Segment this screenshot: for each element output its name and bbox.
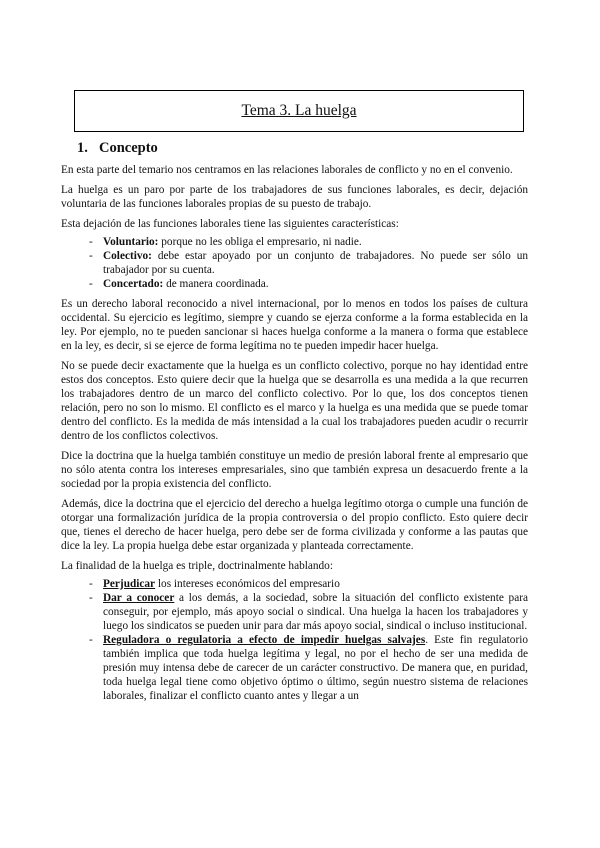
dash-bullet: - — [89, 278, 93, 290]
title-box — [74, 90, 524, 132]
paragraph: Dice la doctrina que la huelga también constituye un medio de presión laboral frente al empresario que no sólo atenta contra los intereses empresariales, sino que también expresa un desacuerdo frente a la sociedad por la propia existencia del conflicto. — [61, 450, 528, 490]
purposes-list — [61, 577, 528, 703]
section-heading — [77, 140, 528, 157]
item-term: Dar a conocer — [103, 592, 175, 604]
item-text: los intereses económicos del empresario — [155, 578, 340, 590]
content — [61, 140, 528, 709]
dash-bullet: - — [89, 578, 93, 590]
item-text: porque no les obliga el empresario, ni nadie. — [158, 236, 362, 248]
paragraph: Es un derecho laboral reconocido a nivel internacional, por lo menos en todos los países de cultura occidental. Su ejercicio es legítimo, siempre y cuando se ejerza conforme a la forma establecida en la ley. Por ejemplo, no te pueden sancionar si haces huelga conforme a la manera o forma que establece en la ley, es decir, si se ejerce de forma legítima no te pueden impedir hacer huelga. — [61, 298, 528, 352]
dash-bullet: - — [89, 592, 93, 604]
section-title: Concepto — [99, 140, 158, 156]
list-item — [61, 591, 528, 633]
characteristics-list — [61, 235, 528, 291]
list-item — [61, 235, 528, 249]
item-text: de manera coordinada. — [163, 278, 269, 290]
paragraph: No se puede decir exactamente que la huelga es un conflicto colectivo, porque no hay identidad entre estos dos conceptos. Esto quiere decir que la huelga que se desarrolla es una medida a la que recurren los trabajadores dentro de un marco del conflicto colectivo. Por lo que, los dos conceptos tienen relación, pero no son lo mismo. El conflicto es el marco y la huelga es una medida que se puede tomar dentro del conflicto. Es la medida de más intensidad a la cual los trabajadores pueden acudir o recurrir dentro de los conflictos colectivos. — [61, 360, 528, 442]
list-item — [61, 633, 528, 703]
paragraph: Además, dice la doctrina que el ejercicio del derecho a huelga legítimo otorga o cumple una función de otorgar una formalización jurídica de la propia controversia o del propio conflicto. Esto quiere decir que, tienes el derecho de hacer huelga, pero debe ser de forma civilizada y conforme a las pautas que dice la ley. La propia huelga debe estar organizada y planteada correctamente. — [61, 498, 528, 552]
paragraph: En esta parte del temario nos centramos en las relaciones laborales de conflicto y no en el convenio. — [61, 164, 513, 176]
dash-bullet: - — [89, 236, 93, 248]
paragraph: La huelga es un paro por parte de los trabajadores de sus funciones laborales, es decir, dejación voluntaria de las funciones laborales propias de su puesto de trabajo. — [61, 184, 528, 210]
dash-bullet: - — [89, 250, 93, 262]
paragraph: La finalidad de la huelga es triple, doctrinalmente hablando: — [61, 560, 333, 572]
page-title: Tema 3. La huelga — [241, 102, 357, 119]
item-term: Voluntario: — [103, 236, 159, 248]
item-text: debe estar apoyado por un conjunto de trabajadores. No puede ser sólo un trabajador por su cuenta. — [103, 250, 528, 276]
dash-bullet: - — [89, 634, 93, 646]
section-number: 1. — [77, 140, 88, 156]
item-term: Colectivo: — [103, 250, 152, 262]
paragraph: Esta dejación de las funciones laborales tiene las siguientes características: — [61, 218, 399, 230]
item-term: Perjudicar — [103, 578, 156, 590]
list-item — [61, 277, 528, 291]
item-term: Reguladora o regulatoria a efecto de impedir huelgas salvajes — [103, 634, 426, 646]
list-item — [61, 249, 528, 277]
item-text: . Este fin regulatorio también implica que toda huelga legítima y legal, no por el hecho de ser una medida de presión muy intensa debe de carecer de un carácter constructivo. De manera que, en puridad, toda huelga legal tiene como objetivo óptimo o último, según nuestro sistema de relaciones laborales, finalizar el conflicto cuanto antes y llegar a un — [103, 634, 528, 702]
list-item — [61, 577, 528, 591]
item-text: a los demás, a la sociedad, sobre la situación del conflicto existente para conseguir, por ejemplo, más apoyo social o sindical. Una huelga la hacen los trabajadores y luego los sindicatos se pueden unir para dar más apoyo social, sindical o incluso institucional. — [103, 592, 528, 632]
item-term: Concertado: — [103, 278, 164, 290]
